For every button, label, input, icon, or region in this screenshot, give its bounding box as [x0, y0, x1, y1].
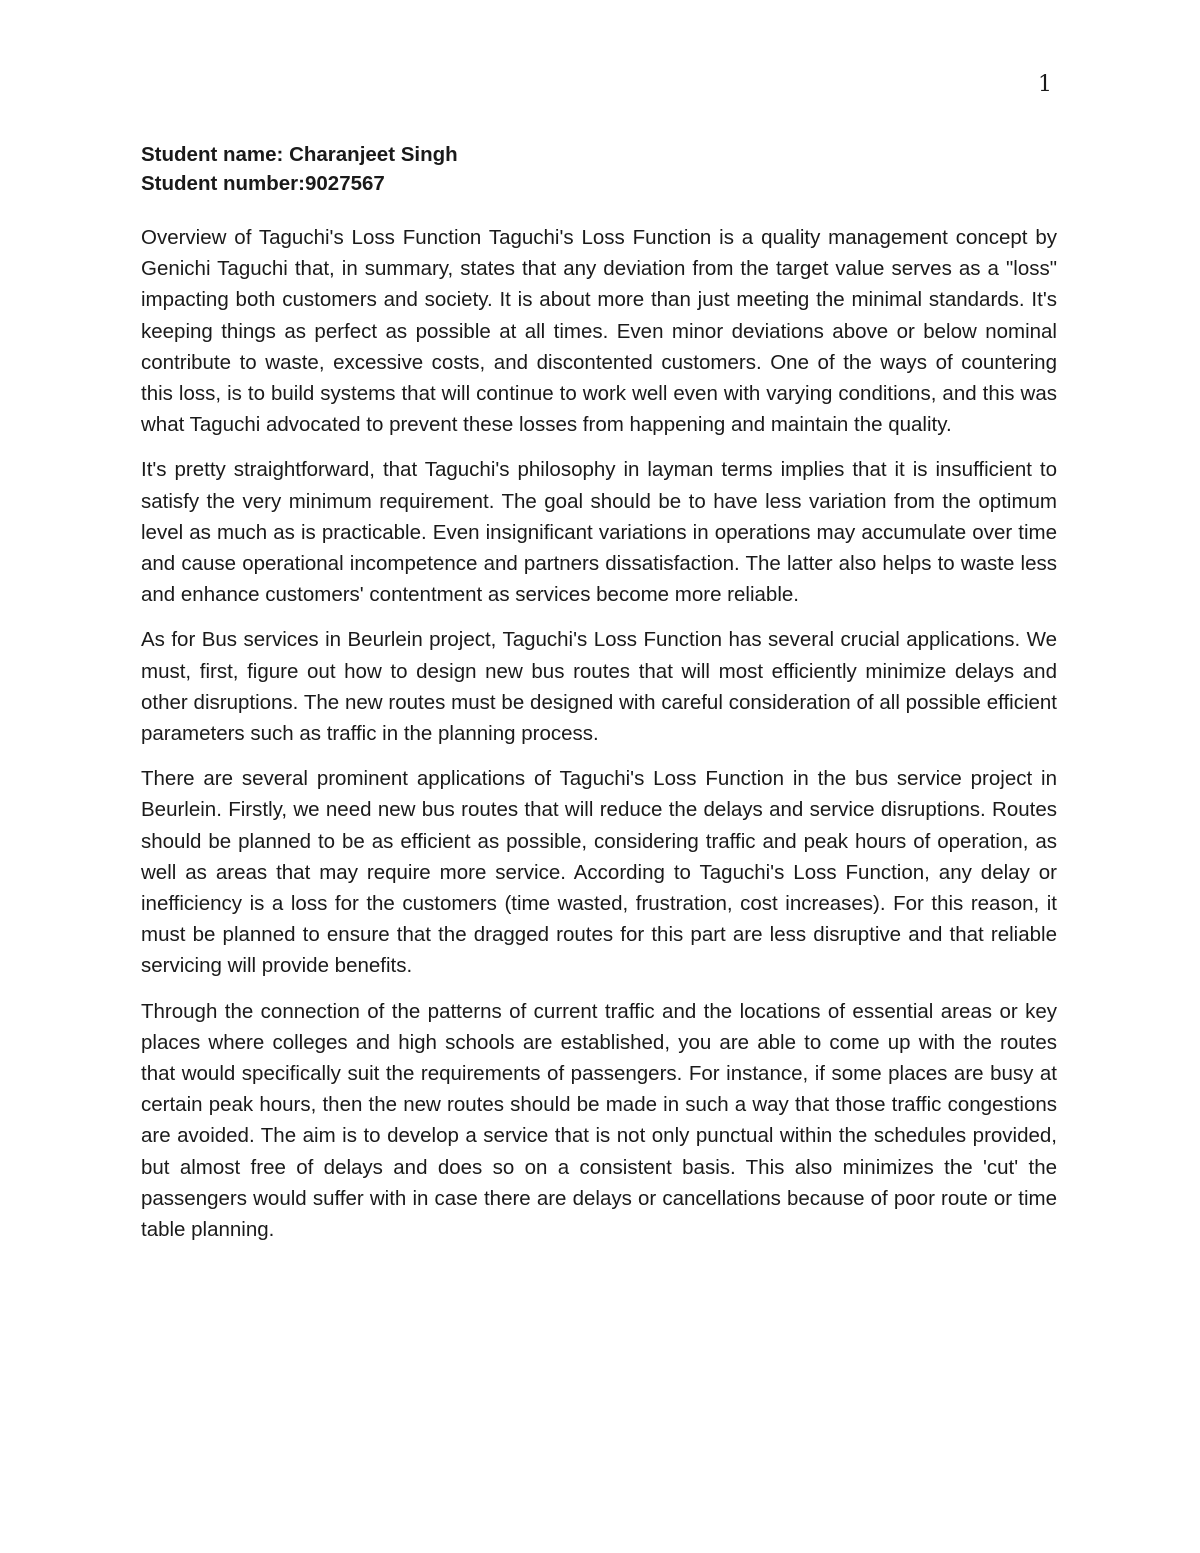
student-name: Student name: Charanjeet Singh: [141, 143, 458, 166]
paragraph-bus-services: As for Bus services in Beurlein project, Taguchi's Loss Function has several crucial applications. We must, first, figure out how to design new bus routes that will most efficiently minimize delays and other disruptions. The new routes must be designed with careful consideration of all possible efficient parameters such as traffic in the planning process.: [141, 628, 1057, 746]
paragraph-applications: There are several prominent applications of Taguchi's Loss Function in the bus service project in Beurlein. Firstly, we need new bus routes that will reduce the delays and service disruptions. Routes should be planned to be as efficient as possible, considering traffic and peak hours of operation, as well as areas that may require more service. According to Taguchi's Loss Function, any delay or inefficiency is a loss for the customers (time wasted, frustration, cost increases). For this reason, it must be planned to ensure that the dragged routes for this part are less disruptive and that reliable servicing will provide benefits.: [141, 767, 1057, 978]
paragraph-overview: Overview of Taguchi's Loss Function Taguchi's Loss Function is a quality management concept by Genichi Taguchi that, in summary, states that any deviation from the target value serves as a "loss" impacting both customers and society. It is about more than just meeting the minimal standards. It's keeping things as perfect as possible at all times. Even minor deviations above or below nominal contribute to waste, excessive costs, and discontented customers. One of the ways of countering this loss, is to build systems that will continue to work well even with varying conditions, and this was what Taguchi advocated to prevent these losses from happening and maintain the quality.: [141, 226, 1057, 437]
student-number: Student number:9027567: [141, 172, 385, 195]
document-body: [141, 140, 1057, 1259]
paragraph-philosophy: It's pretty straightforward, that Taguchi's philosophy in layman terms implies that it is insufficient to satisfy the very minimum requirement. The goal should be to have less variation from the optimum level as much as is practicable. Even insignificant variations in operations may accumulate over time and cause operational incompetence and partners dissatisfaction. The latter also helps to waste less and enhance customers' contentment as services become more reliable.: [141, 458, 1057, 607]
page-number: 1: [1038, 72, 1052, 97]
student-info: [141, 140, 1057, 198]
paragraph-traffic-patterns: Through the connection of the patterns of current traffic and the locations of essential areas or key places where colleges and high schools are established, you are able to come up with the routes that would specifically suit the requirements of passengers. For instance, if some places are busy at certain peak hours, then the new routes should be made in such a way that those traffic congestions are avoided. The aim is to develop a service that is not only punctual within the schedules provided, but almost free of delays and does so on a consistent basis. This also minimizes the 'cut' the passengers would suffer with in case there are delays or cancellations because of poor route or time table planning.: [141, 999, 1057, 1242]
